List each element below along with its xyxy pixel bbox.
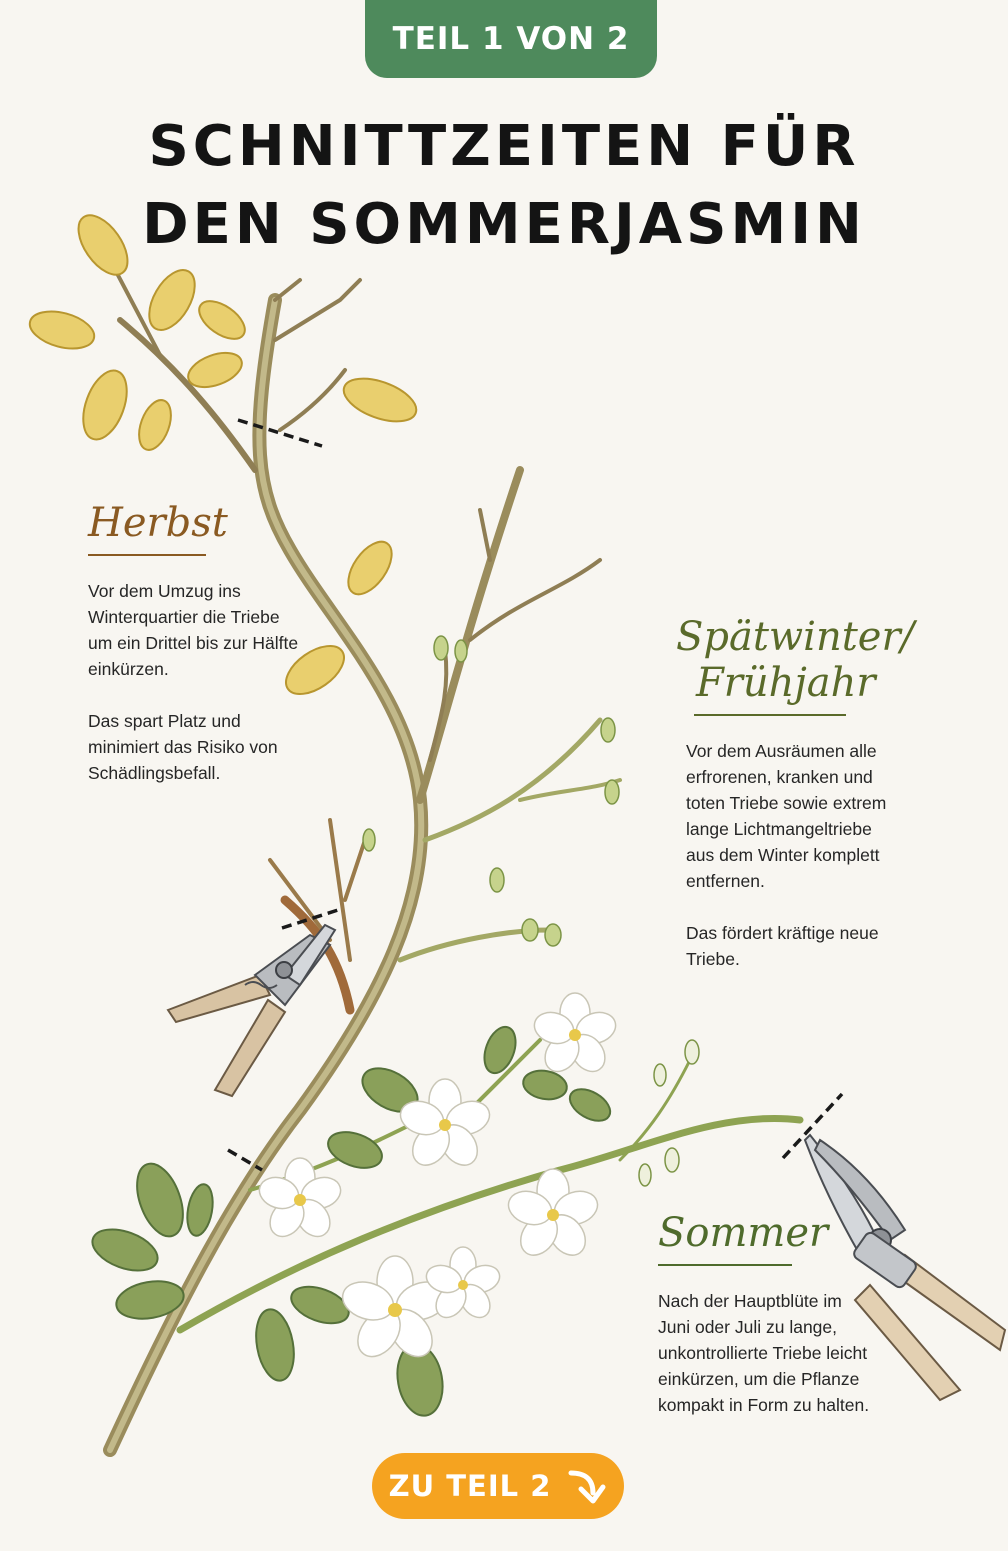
herbst-heading: Herbst bbox=[88, 500, 228, 546]
spaetwinter-underline bbox=[694, 714, 846, 716]
next-part-button[interactable] bbox=[372, 1453, 624, 1519]
sommer-text-1: Nach der Hauptblüte im Juni oder Juli zu lange, unkontrollierte Triebe leicht einkürzen, um die Pflanze kompakt in Form zu halten. bbox=[658, 1291, 870, 1415]
herbst-text-1: Vor dem Umzug ins Winterquartier die Triebe um ein Drittel bis zur Hälfte einkürzen. bbox=[88, 581, 299, 679]
herbst-text-2: Das spart Platz und minimiert das Risiko von Schädlingsbefall. bbox=[88, 711, 278, 783]
spaetwinter-heading bbox=[676, 614, 915, 706]
arrow-down-right-icon bbox=[565, 1465, 607, 1507]
title-line-1: SCHNITTZEITEN FÜR bbox=[148, 114, 860, 179]
small-pruning-shears-icon bbox=[168, 925, 335, 1096]
spaetwinter-heading-line-2: Frühjahr bbox=[696, 660, 876, 706]
part-badge: TEIL 1 VON 2 bbox=[365, 0, 657, 78]
title-line-2: DEN SOMMERJASMIN bbox=[142, 192, 866, 257]
section-sommer bbox=[658, 1210, 878, 1418]
next-part-label: ZU TEIL 2 bbox=[388, 1469, 552, 1503]
section-herbst bbox=[88, 500, 308, 786]
spaetwinter-text-1: Vor dem Ausräumen alle erfrorenen, kranken und toten Triebe sowie extrem lange Lichtmangeltriebe aus dem Winter komplett entfernen. bbox=[686, 741, 887, 891]
spaetwinter-text-2: Das fördert kräftige neue Triebe. bbox=[686, 923, 879, 969]
herbst-underline bbox=[88, 554, 206, 556]
sommer-heading: Sommer bbox=[658, 1210, 829, 1256]
section-spaetwinter bbox=[676, 614, 915, 972]
sommer-underline bbox=[658, 1264, 792, 1266]
spaetwinter-heading-line-1: Spätwinter/ bbox=[676, 614, 915, 660]
